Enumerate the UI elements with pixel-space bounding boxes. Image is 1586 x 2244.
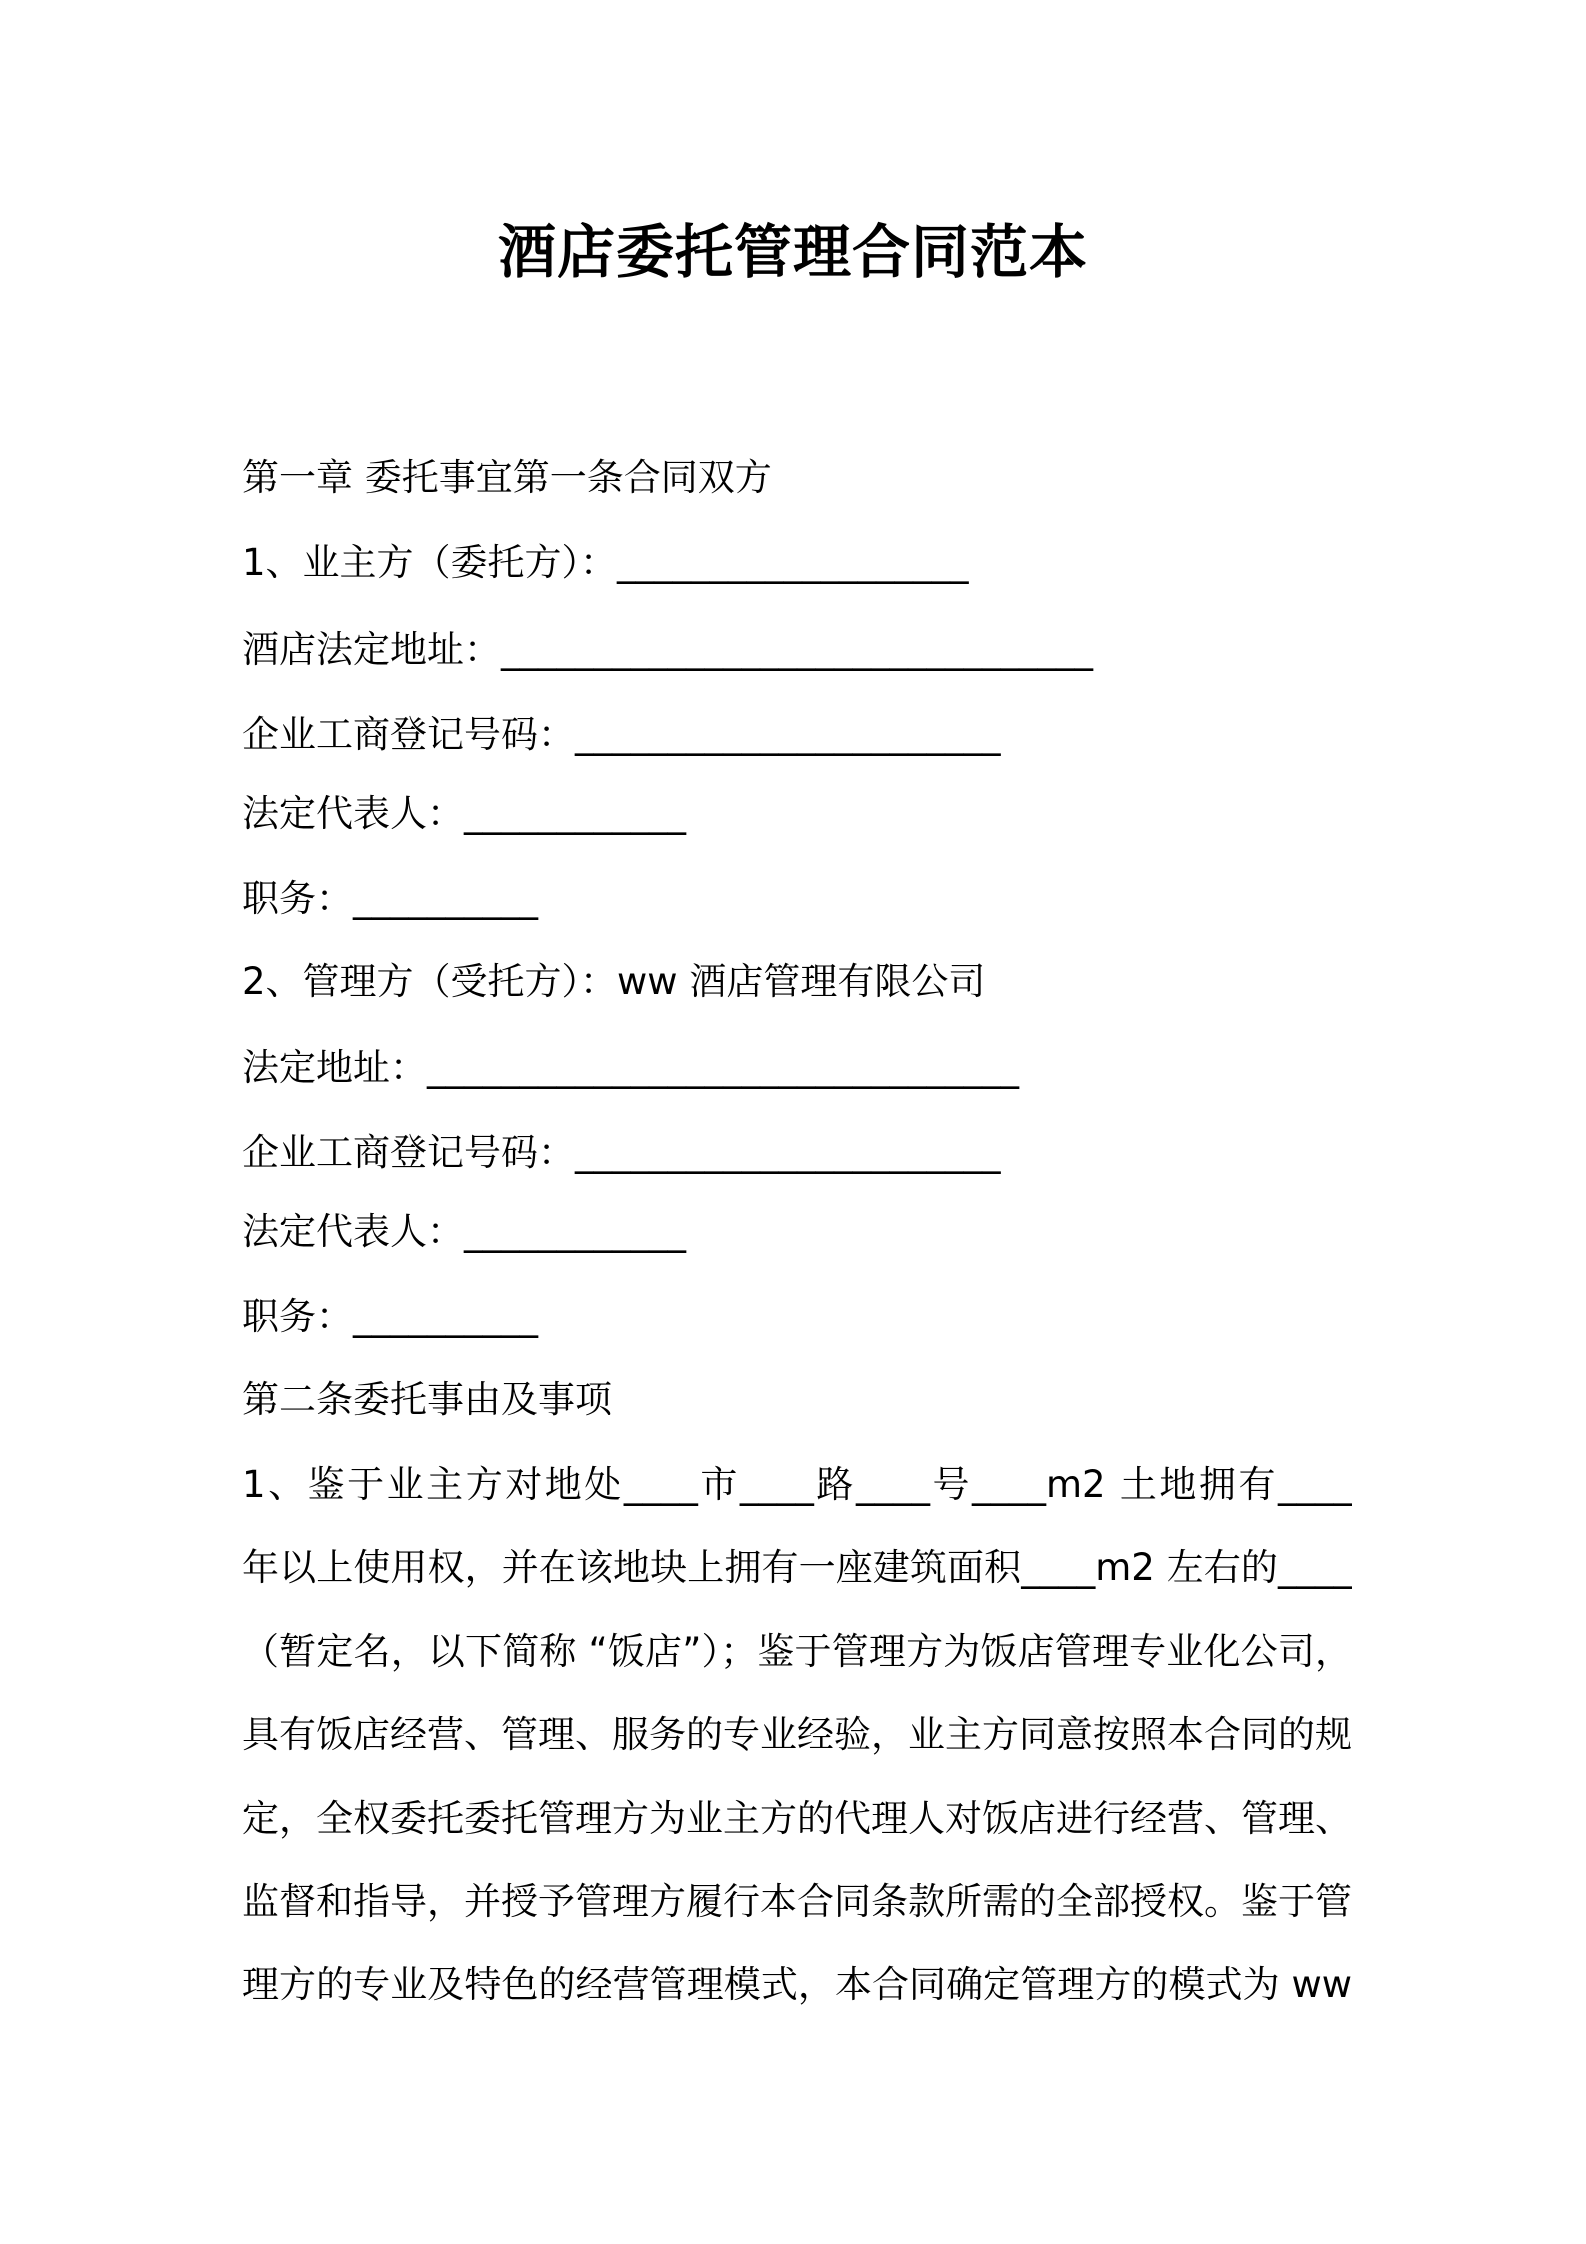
paragraph-line: 定，全权委托委托管理方为业主方的代理人对饭店进行经营、管理、 bbox=[242, 1797, 1352, 1840]
paragraph-line: 监督和指导，并授予管理方履行本合同条款所需的全部授权。鉴于管 bbox=[242, 1880, 1352, 1923]
paragraph-line: 具有饭店经营、管理、服务的专业经验，业主方同意按照本合同的规 bbox=[242, 1713, 1352, 1756]
owner-position-line: 职务：__________ bbox=[242, 877, 538, 920]
paragraph-line: 年以上使用权，并在该地块上拥有一座建筑面积____m2 左右的____ bbox=[242, 1546, 1352, 1589]
owner-representative-line: 法定代表人：____________ bbox=[242, 792, 686, 835]
paragraph-line: 理方的专业及特色的经营管理模式，本合同确定管理方的模式为 ww bbox=[242, 1963, 1352, 2006]
manager-position-line: 职务：__________ bbox=[242, 1295, 538, 1338]
article-two-heading: 第二条委托事由及事项 bbox=[242, 1378, 612, 1421]
chapter-heading: 第一章 委托事宜第一条合同双方 bbox=[242, 456, 772, 499]
hotel-address-line: 酒店法定地址：________________________________ bbox=[242, 628, 1093, 671]
owner-party-line: 1、业主方（委托方）：___________________ bbox=[242, 541, 969, 584]
manager-address-line: 法定地址：________________________________ bbox=[242, 1046, 1019, 1089]
paragraph-line: （暂定名，以下简称 “饭店”）；鉴于管理方为饭店管理专业化公司， bbox=[242, 1630, 1352, 1673]
paragraph-line: 1、鉴于业主方对地处____市____路____号____m2 土地拥有____ bbox=[242, 1463, 1352, 1506]
owner-registration-line: 企业工商登记号码：_______________________ bbox=[242, 713, 1001, 756]
manager-representative-line: 法定代表人：____________ bbox=[242, 1210, 686, 1253]
document-title: 酒店委托管理合同范本 bbox=[497, 218, 1088, 286]
manager-registration-line: 企业工商登记号码：_______________________ bbox=[242, 1131, 1001, 1174]
manager-party-line: 2、管理方（受托方）：ww 酒店管理有限公司 bbox=[242, 960, 986, 1003]
